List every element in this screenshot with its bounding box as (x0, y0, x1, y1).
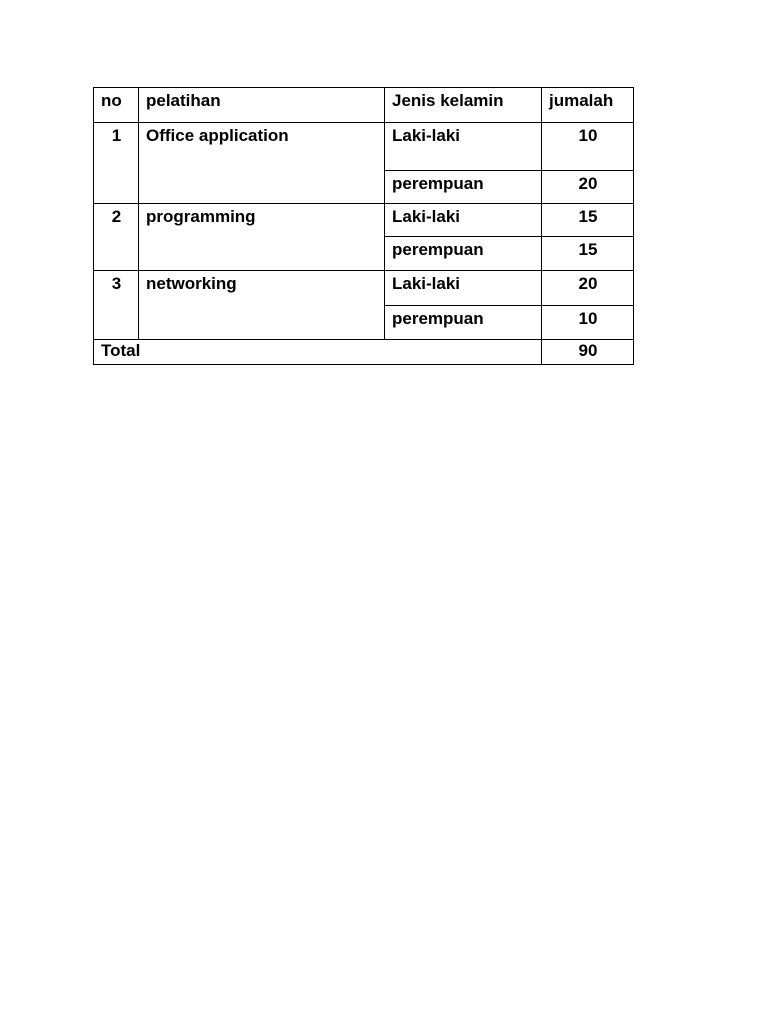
count-cell: 10 (542, 306, 634, 340)
row-number: 3 (94, 271, 139, 340)
training-table (93, 87, 634, 365)
training-name: networking (139, 271, 385, 340)
gender-cell: Laki-laki (385, 204, 542, 237)
header-pelatihan: pelatihan (139, 88, 385, 123)
table-header-row (94, 88, 634, 123)
row-number: 2 (94, 204, 139, 271)
header-jumlah: jumalah (542, 88, 634, 123)
total-label: Total (94, 340, 542, 365)
gender-cell: Laki-laki (385, 123, 542, 171)
total-value: 90 (542, 340, 634, 365)
count-cell: 15 (542, 237, 634, 271)
gender-cell: perempuan (385, 171, 542, 204)
gender-cell: Laki-laki (385, 271, 542, 306)
table-row (94, 271, 634, 306)
total-row (94, 340, 634, 365)
header-jenis-kelamin: Jenis kelamin (385, 88, 542, 123)
training-name: programming (139, 204, 385, 271)
table-row (94, 123, 634, 171)
training-name: Office application (139, 123, 385, 204)
count-cell: 15 (542, 204, 634, 237)
gender-cell: perempuan (385, 237, 542, 271)
count-cell: 20 (542, 271, 634, 306)
row-number: 1 (94, 123, 139, 204)
count-cell: 20 (542, 171, 634, 204)
count-cell: 10 (542, 123, 634, 171)
header-no: no (94, 88, 139, 123)
table-row (94, 204, 634, 237)
gender-cell: perempuan (385, 306, 542, 340)
